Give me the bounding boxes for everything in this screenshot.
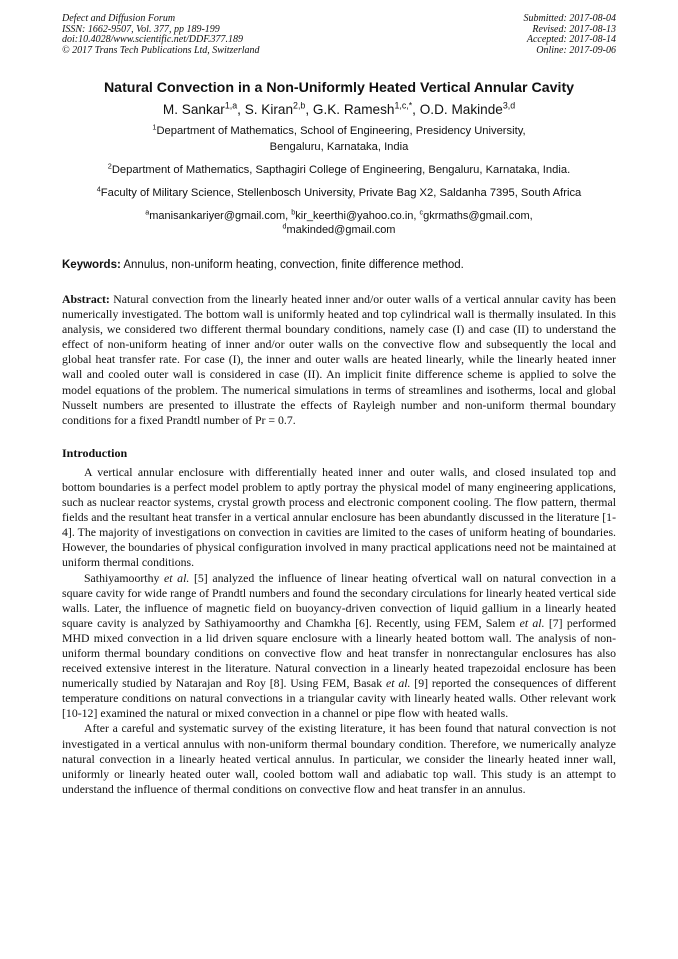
author-separator: , [305,102,313,117]
paragraph-text: [9] reported the consequences of different temperature conditions on natural convections in a triangular cavity with linearly heated walls. Other relevant work [10-12] examined the natural or mixed convection in a channel or pipe flow with heated walls. [62,676,616,721]
paragraph-emphasis: et al. [164,570,190,585]
affiliation-line: Bengaluru, Karnataka, India [269,141,409,153]
email-marker: a [145,208,150,217]
author-separator: , [412,102,420,117]
affiliation [62,123,616,155]
affiliation-marker: 1 [152,122,157,132]
body-paragraph: A vertical annular enclosure with differentially heated inner and outer walls, and closed insulated top and bottom boundaries is a perfect model problem to aptly portray the physical model of many engineering applications, such as nuclear reactor systems, crystal growth process and electronic component cooling. The flow pattern, thermal fields and the resultant heat transfer in a vertical annular enclosure has been abundantly discussed in the literature [1-4]. The majority of investigations on convection in cavities are limited to the cases of uniform heating of boundaries. However, the boundaries of physical configuration involved in many practical applications need not be maintained at uniform thermal conditions. [62,464,616,570]
email-link[interactable]: makinded@gmail.com [286,224,396,236]
affiliation-line: Department of Mathematics, Sapthagiri College of Engineering, Bengaluru, Karnataka, India. [111,164,571,176]
date-online: Online: 2017-09-06 [536,44,616,56]
author-name: M. Sankar [162,102,225,117]
author-name: G.K. Ramesh [312,102,395,117]
paragraph-text: Sathiyamoorthy [84,570,165,585]
affiliation-line: Faculty of Military Science, Stellenbosch University, Private Bag X2, Saldanha 7395, South Africa [100,187,582,199]
date-submitted: Submitted: 2017-08-04 [523,13,616,24]
author-affiliation-marker: 2,b [293,100,306,111]
author-list [62,102,616,117]
journal-dates [524,14,617,56]
author-affiliation-marker: 1,a [224,100,238,111]
body-paragraph [62,571,616,722]
journal-copyright: © 2017 Trans Tech Publications Ltd, Switzerland [62,44,260,56]
paragraph-emphasis: et al. [519,615,545,630]
email-marker: c [419,208,424,217]
abstract [62,292,616,428]
author-affiliation-marker: 1,c,* [394,100,413,111]
journal-issn: ISSN: 1662-9507, Vol. 377, pp 189-199 [62,23,220,35]
author-emails [62,209,616,237]
author-separator: , [237,102,245,117]
journal-header [62,14,616,56]
keywords-label: Keywords: [62,259,121,271]
email-link[interactable]: kir_keerthi@yahoo.co.in, [295,210,420,222]
section-heading-introduction: Introduction [62,445,128,460]
affiliation-line: Department of Mathematics, School of Engineering, Presidency University, [156,125,526,137]
date-accepted: Accepted: 2017-08-14 [526,34,616,45]
body-paragraph: After a careful and systematic survey of the existing literature, it has been found that natural convection is not investigated in a vertical annulus with non-uniform thermal boundary condition. Therefore, we numerically analyze natural convection in a linearly heated vertical annulus. In particular, we consider the linearly heated inner wall, uniformly or linearly heated outer wall, cooled bottom wall and adiabatic top wall. This study is an attempt to understand the influence of thermal conditions on convective flow and heat transfer in an annulus. [62,721,616,796]
paper-title: Natural Convection in a Non-Uniformly Heated Vertical Annular Cavity [103,80,575,96]
affiliation-marker: 4 [96,184,101,194]
author-name: O.D. Makinde [419,102,503,117]
abstract-text: Natural convection from the linearly heated inner and/or outer walls of a vertical annular cavity has been numerically investigated. The bottom wall is uniformly heated and top cylindrical wall is thermally insulated. In this analysis, we considered two different thermal boundary conditions, namely case (I) and case (II) to understand the effect of non-uniform heating of inner and/or outer walls on the convective flow and subsequently the local and global heat transfer rate. For case (I), the inner and outer walls are heated linearly, while the linearly heated inner wall and cooled outer wall is considered in case (II). An implicit finite difference scheme is applied to solve the model equations of the problem. The numerical simulations in terms of streamlines and isotherms, local and global Nusselt numbers are presented to illustrate the effects of Rayleigh number and non-uniform thermal boundary conditions for a fixed Prandtl number of Pr = 0.7. [62,292,616,427]
date-revised: Revised: 2017-08-13 [532,23,616,35]
paragraph-text: [7] performed MHD mixed convection in a lid driven square enclosure with a linearly heated bottom wall. The analysis of non-uniform thermal boundary conditions on convective flow and heat transfer in nonrectangular enclosures has also received extensive interest in the literature. Natural convection in a linearly heated trapezoidal enclosure has been numerically studied by Natarajan and Roy [8]. Using FEM, Basak [62,615,616,691]
affiliation [62,185,616,201]
paragraph-text: [5] analyzed the influence of linear heating ofvertical wall on natural convection in a square cavity for wide range of Prandtl numbers and found the secondary circulations for linearly heated vertical side walls. Later, the influence of magnetic field on buoyancy-driven convection of liquid gallium in a linearly heated square cavity is analyzed by Sathiyamoorthy and Chamkha [6]. Recently, using FEM, Salem [62,570,617,630]
paragraph-emphasis: et al. [385,676,411,691]
journal-doi: doi:10.4028/www.scientific.net/DDF.377.189 [62,34,244,45]
journal-info [62,14,260,56]
email-marker: d [282,222,287,231]
email-link[interactable]: manisankariyer@gmail.com, [149,210,292,222]
keywords-text: Annulus, non-uniform heating, convection, finite difference method. [120,259,464,271]
abstract-label: Abstract: [62,292,110,306]
author-name: S. Kiran [244,102,294,117]
author-affiliation-marker: 3,d [502,100,516,111]
affiliation-marker: 2 [107,161,112,171]
email-marker: b [291,208,296,217]
journal-name: Defect and Diffusion Forum [62,13,176,24]
affiliation [62,162,616,178]
email-link[interactable]: gkrmaths@gmail.com, [423,210,533,222]
keywords [62,259,616,271]
